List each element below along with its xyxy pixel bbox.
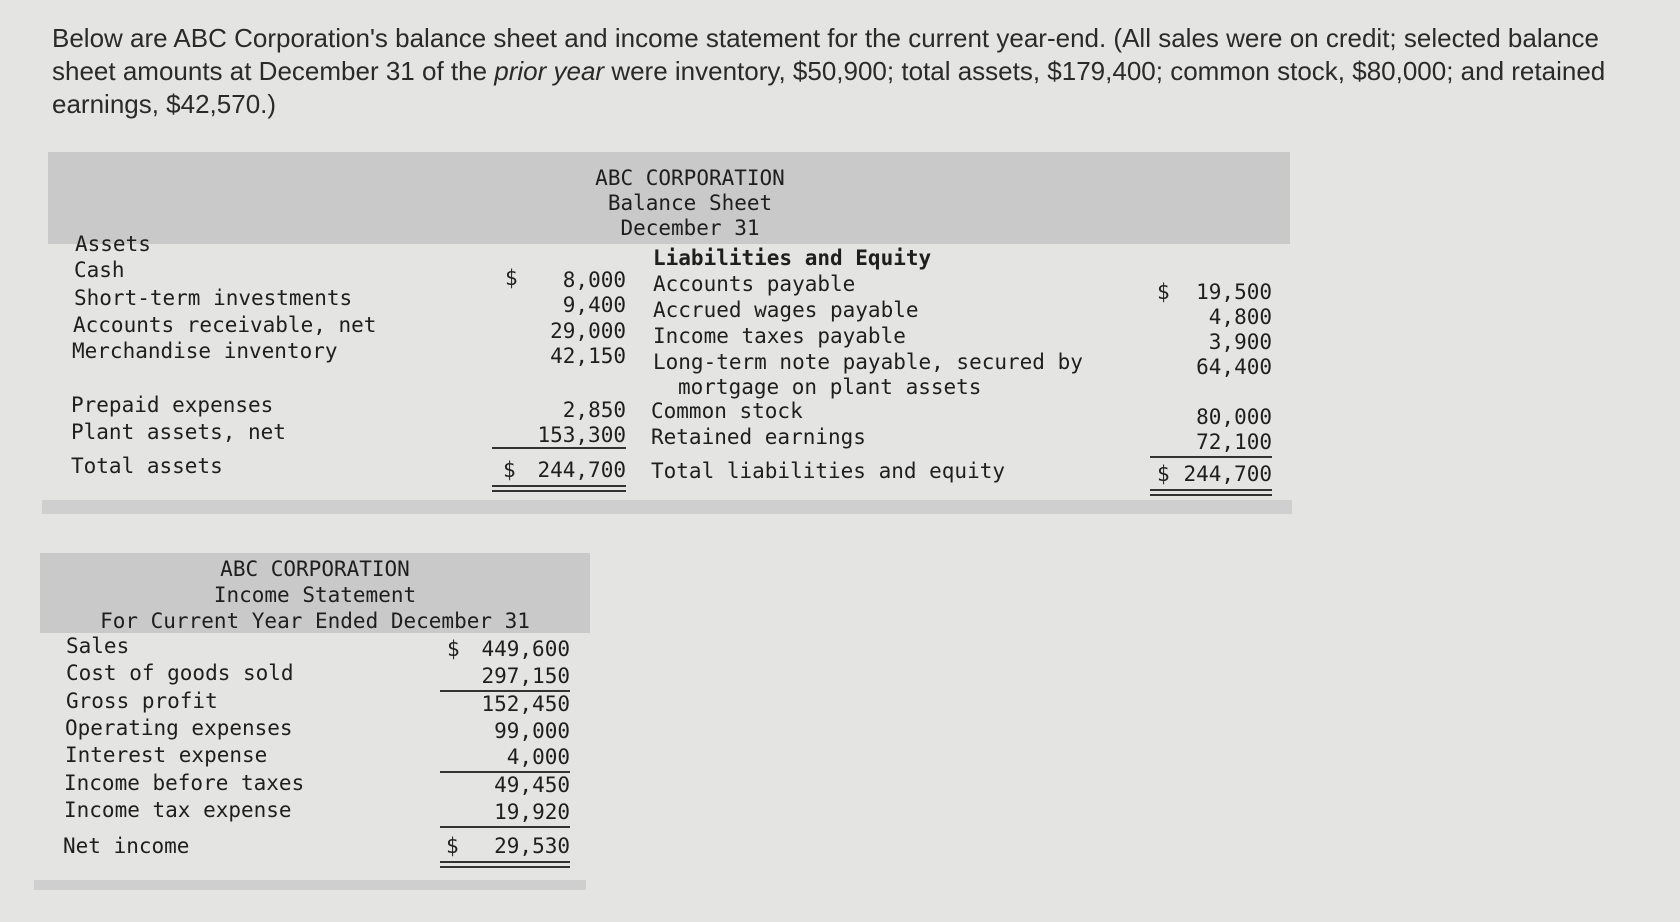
is-row-label: Income before taxes xyxy=(64,771,305,795)
total-liab-dollar: $ xyxy=(1157,462,1170,486)
net-income-dollar: $ xyxy=(446,834,459,858)
total-assets-dollar: $ xyxy=(503,458,516,482)
liab-label: Income taxes payable xyxy=(653,324,906,348)
liab-label: Accrued wages payable xyxy=(653,298,919,322)
is-row-value: 4,000 xyxy=(506,745,570,769)
asset-dollar: $ xyxy=(505,266,518,290)
asset-value: 42,150 xyxy=(550,344,626,368)
liab-dollar: $ xyxy=(1157,280,1170,304)
is-dollar: $ xyxy=(447,637,460,661)
liab-value: 72,100 xyxy=(1196,430,1272,454)
liab-label-cont: mortgage on plant assets xyxy=(678,375,982,399)
is-row-label: Sales xyxy=(66,634,130,658)
asset-value: 153,300 xyxy=(537,423,626,447)
liab-value: 3,900 xyxy=(1208,330,1272,354)
intro-part2: were inventory, $50,900; total assets, $179,400; common stock, $80,000; and retained earnings, $42,570.) xyxy=(52,56,1606,119)
total-assets-label: Total assets xyxy=(71,454,223,478)
asset-label: Plant assets, net xyxy=(71,420,286,444)
is-company: ABC CORPORATION xyxy=(220,557,410,581)
is-row-value: 152,450 xyxy=(481,692,570,716)
liab-value: 80,000 xyxy=(1196,405,1272,429)
net-income-label: Net income xyxy=(63,834,190,858)
asset-label: Merchandise inventory xyxy=(72,339,338,363)
liab-label: Accounts payable xyxy=(653,272,856,296)
net-income-value: 29,530 xyxy=(494,834,570,858)
asset-label: Prepaid expenses xyxy=(71,393,274,417)
is-row-label: Gross profit xyxy=(66,689,218,713)
liab-heading: Liabilities and Equity xyxy=(653,246,932,270)
is-row-label: Income tax expense xyxy=(64,798,292,822)
liab-value: 4,800 xyxy=(1208,305,1272,329)
is-row-label: Interest expense xyxy=(65,743,268,767)
intro-italic: prior year xyxy=(494,56,605,86)
bs-company: ABC CORPORATION xyxy=(595,166,785,190)
bs-date: December 31 xyxy=(620,216,760,240)
intro-part1: Below are ABC Corporation's balance sheet and income statement for the current year-end. (All sales were on credit; selected balance sheet amounts at December 31 of the xyxy=(52,23,1600,86)
is-title: Income Statement xyxy=(213,583,417,607)
asset-label: Accounts receivable, net xyxy=(73,313,377,337)
total-liab-value: 244,700 xyxy=(1183,462,1272,486)
is-row-value: 19,920 xyxy=(494,800,570,824)
income-statement-footer-bar xyxy=(34,880,586,890)
total-assets-value: 244,700 xyxy=(537,458,626,482)
total-double-rule xyxy=(440,861,570,868)
liab-label: Common stock xyxy=(651,399,803,423)
is-row-label: Cost of goods sold xyxy=(66,661,294,685)
subtotal-rule xyxy=(440,826,570,828)
is-row-value: 49,450 xyxy=(494,773,570,797)
is-row-label: Operating expenses xyxy=(65,716,293,740)
asset-label: Cash xyxy=(74,258,125,282)
is-row-value: 99,000 xyxy=(494,719,570,743)
is-period: For Current Year Ended December 31 xyxy=(100,609,530,633)
is-row-value: 297,150 xyxy=(481,664,570,688)
asset-value: 2,850 xyxy=(562,398,626,422)
asset-value: 8,000 xyxy=(562,268,626,292)
asset-label: Short-term investments xyxy=(74,286,353,310)
liab-label: Long-term note payable, secured by xyxy=(653,350,1083,374)
liab-value: 64,400 xyxy=(1196,355,1272,379)
asset-value: 9,400 xyxy=(562,293,626,317)
assets-heading: Assets xyxy=(75,232,151,256)
liab-label: Retained earnings xyxy=(651,425,866,449)
total-liab-label: Total liabilities and equity xyxy=(651,459,1006,483)
asset-value: 29,000 xyxy=(550,319,626,343)
is-row-value: 449,600 xyxy=(481,637,570,661)
liab-value: 19,500 xyxy=(1196,280,1272,304)
bs-title: Balance Sheet xyxy=(607,191,773,215)
